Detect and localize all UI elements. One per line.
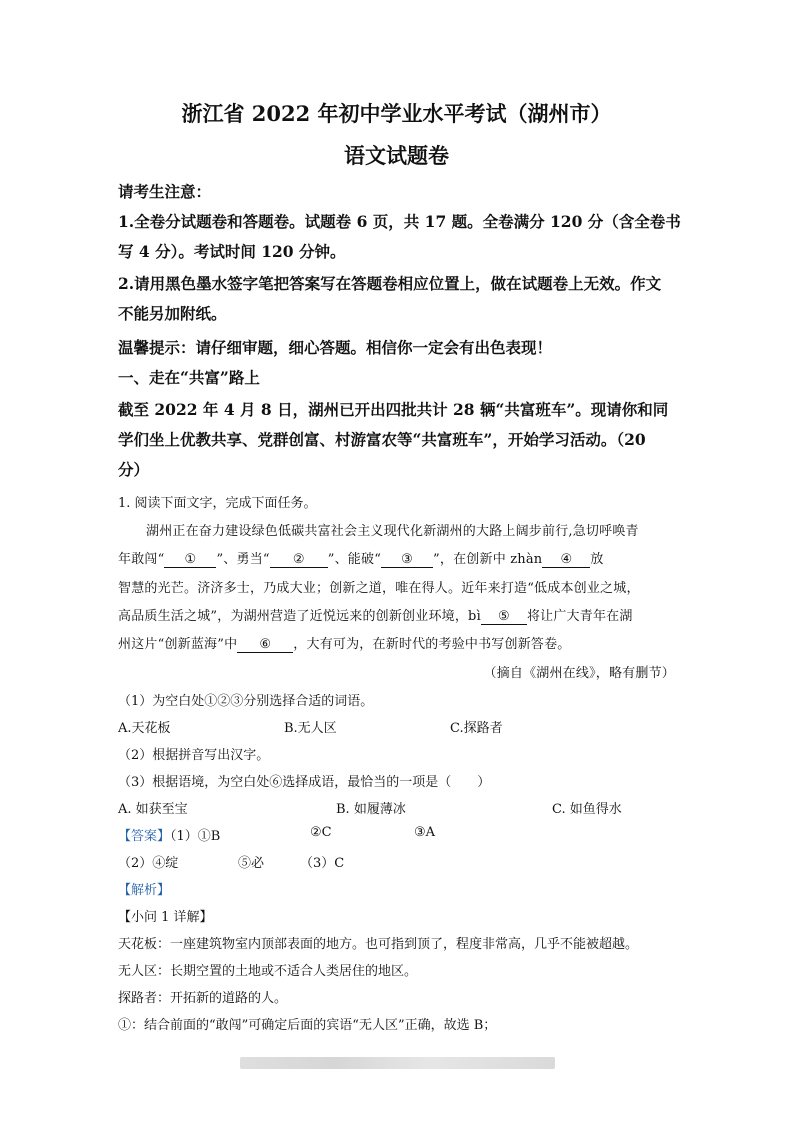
sub-question-2: （2）根据拼音写出汉字。 (118, 748, 270, 763)
exam-subtitle: 语文试题卷 (344, 143, 449, 168)
answer-value: （1）①B (170, 829, 221, 844)
section-title: 一、走在“共富”路上 (118, 368, 260, 387)
blurred-footer-watermark (240, 1057, 555, 1069)
blank-5: ⑤ (481, 610, 527, 625)
blank-6: ⑥ (237, 638, 293, 653)
answer-value: （3）C (300, 856, 345, 871)
passage-text: 州这片“创新蓝海”中 (118, 637, 238, 652)
answer-label: 【答案】 (118, 829, 171, 844)
passage-source: （摘自《湖州在线》，略有删节） (483, 666, 675, 681)
blank-2: ② (270, 553, 328, 568)
exam-title: 浙江省 2022 年初中学业水平考试（湖州市） (181, 101, 612, 126)
sub-question-1: （1）为空白处①②③分别选择合适的词语。 (118, 694, 374, 709)
passage-line-2 (118, 548, 604, 568)
passage-text: 将让广大青年在湖 (526, 609, 633, 624)
section-intro-line-2: 学们坐上优教共享、党群创富、村游富农等“共富班车”，开始学习活动。（20 (118, 430, 646, 449)
notice-item-2-line-2: 不能另加附纸。 (118, 304, 227, 323)
passage-text: 高品质生活之城”，为湖州营造了近悦远来的创新创业环境，bì (118, 609, 481, 624)
blank-4: ④ (542, 553, 590, 568)
answer-value: ③A (414, 825, 436, 840)
analysis-line-2: 无人区：长期空置的土地或不适合人类居住的地区。 (118, 964, 418, 979)
passage-line-1: 湖州正在奋力建设绿色低碳共富社会主义现代化新湖州的大路上阔步前行,急切呼唤青 (146, 524, 639, 539)
option-b: B. 如履薄冰 (336, 802, 406, 817)
option-a: A. 如获至宝 (118, 802, 188, 817)
passage-text: 放 (590, 552, 604, 567)
blank-3: ③ (381, 553, 433, 568)
analysis-line-3: 探路者：开拓新的道路的人。 (118, 991, 288, 1006)
passage-line-3: 智慧的光芒。济济多士，乃成大业；创新之道，唯在得人。近年来打造“低成本创业之城， (118, 581, 640, 596)
passage-text: ，大有可为，在新时代的考验中书写创新答卷。 (293, 637, 571, 652)
passage-text: 年敢闯“ (118, 552, 165, 567)
passage-line-4 (118, 605, 633, 625)
section-intro-line-1: 截至 2022 年 4 月 8 日，湖州已开出四批共计 28 辆“共富班车”。现请你和同 (118, 400, 669, 419)
analysis-line-1: 天花板：一座建筑物室内顶部表面的地方。也可指到顶了，程度非常高，几乎不能被超越。 (118, 937, 639, 952)
notice-item-1-line-1: 1.全卷分试题卷和答题卷。试题卷 6 页，共 17 题。全卷满分 120 分（含全卷书 (118, 212, 681, 231)
notice-tip: 温馨提示：请仔细审题，细心答题。相信你一定会有出色表现！ (118, 338, 553, 357)
passage-text: ”，在创新中 zhàn (433, 552, 543, 567)
analysis-line-4: ①：结合前面的“敢闯”可确定后面的宾语“无人区”正确，故选 B； (118, 1018, 497, 1033)
passage-text: ”、能破“ (327, 552, 382, 567)
passage-text: ”、勇当“ (216, 552, 270, 567)
answer-row-1 (118, 825, 220, 844)
blank-1: ① (164, 553, 216, 568)
option-c: C.探路者 (450, 721, 503, 736)
analysis-label: 【解析】 (118, 883, 171, 898)
option-c: C. 如鱼得水 (552, 802, 622, 817)
sub-question-3: （3）根据语境，为空白处⑥选择成语，最恰当的一项是（ ） (118, 775, 491, 790)
option-a: A.天花板 (118, 721, 171, 736)
notice-heading: 请考生注意： (118, 182, 212, 201)
answer-value: ⑤必 (238, 856, 265, 871)
section-intro-line-3: 分） (118, 460, 150, 479)
answer-value: （2）④绽 (118, 856, 179, 871)
notice-item-1-line-2: 写 4 分）。考试时间 120 分钟。 (118, 242, 346, 261)
option-b: B.无人区 (284, 721, 337, 736)
notice-item-2-line-1: 2.请用黑色墨水签字笔把答案写在答题卷相应位置上，做在试题卷上无效。作文 (118, 274, 662, 293)
question-1-prompt: 1. 阅读下面文字，完成下面任务。 (118, 496, 317, 511)
passage-line-5 (118, 633, 571, 653)
answer-value: ②C (310, 825, 332, 840)
analysis-detail-heading: 【小问 1 详解】 (118, 910, 213, 925)
